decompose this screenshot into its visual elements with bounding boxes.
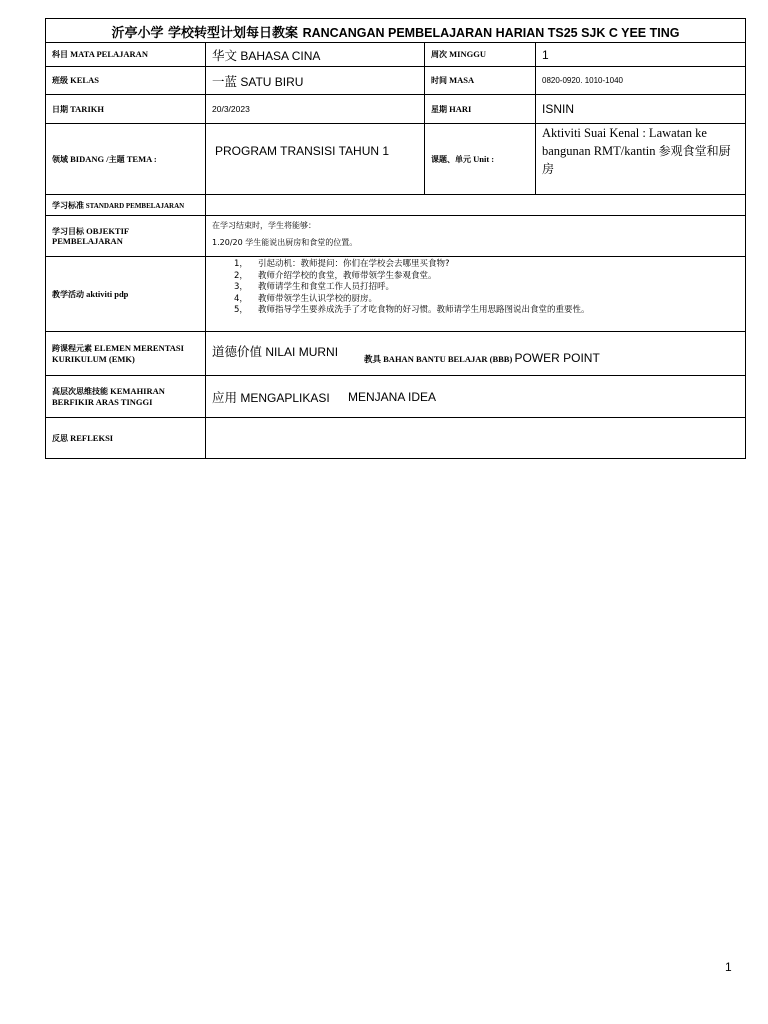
- objective-line-2: 1.20/20 学生能说出厨房和食堂的位置。: [212, 238, 358, 248]
- row-subject: [46, 43, 745, 67]
- row-reflection: [46, 418, 745, 458]
- activity-item: 5， 教师指导学生要养成洗手了才吃食物的好习惯。教师请学生用思路图说出食堂的重要性。: [234, 305, 590, 315]
- week-value: 1: [542, 47, 549, 62]
- day-value: ISNIN: [542, 102, 575, 116]
- row-date: [46, 95, 745, 124]
- objective-value: [206, 216, 745, 256]
- row-class: [46, 67, 745, 95]
- activity-item: 2， 教师介绍学校的食堂，教师带领学生参观食堂。: [234, 270, 437, 281]
- emk-value: 道德价值 NILAI MURNI 教具 BAHAN BANTU BELAJAR (BBB) POWER POINT: [212, 344, 600, 365]
- theme-label: 领域 BIDANG /主题 TEMA :: [46, 124, 206, 194]
- standard-label: 学习标准 STANDARD PEMBELAJARAN: [46, 195, 206, 215]
- lesson-plan-table: [45, 18, 746, 459]
- day-label: 星期 HARI: [425, 95, 536, 123]
- week-label: 周次 MINGGU: [425, 43, 536, 66]
- time-value: 0820-0920. 1010-1040: [542, 76, 623, 85]
- unit-label: 课题、单元 Unit :: [425, 124, 536, 194]
- theme-value: PROGRAM TRANSISI TAHUN 1: [206, 124, 425, 194]
- title-chinese: 沂亭小学 学校转型计划每日教案: [111, 26, 303, 41]
- activity-label: 教学活动 aktiviti pdp: [46, 257, 206, 331]
- document-title: [46, 19, 745, 43]
- page-number: 1: [725, 960, 732, 974]
- title-malay: RANCANGAN PEMBELAJARAN HARIAN TS25 SJK C YEE TING: [302, 26, 680, 40]
- row-standard: [46, 195, 745, 216]
- activity-item: 4， 教师带领学生认识学校的厨房。: [234, 293, 378, 304]
- row-emk: [46, 332, 745, 376]
- row-activity: [46, 257, 745, 332]
- activity-list: [206, 257, 745, 331]
- unit-value: Aktiviti Suai Kenal : Lawatan ke bangunan RMT/kantin 参观食堂和厨房: [542, 126, 731, 176]
- standard-value: [206, 195, 745, 215]
- class-label: 班级 KELAS: [46, 67, 206, 94]
- subject-value: 华文 BAHASA CINA: [206, 43, 425, 66]
- kbat-label: 高层次思维技能 KEMAHIRAN BERFIKIR ARAS TINGGI: [46, 376, 206, 417]
- activity-item: 1， 引起动机：教师提问：你们在学校会去哪里买食物?: [234, 259, 450, 269]
- kbat-value: 应用 MENGAPLIKASI MENJANA IDEA: [212, 389, 437, 405]
- date-value: 20/3/2023: [206, 95, 425, 123]
- activity-item: 3， 教师请学生和食堂工作人员打招呼。: [234, 282, 395, 292]
- date-label: 日期 TARIKH: [46, 95, 206, 123]
- subject-label: 科目 MATA PELAJARAN: [46, 43, 206, 66]
- reflection-value: [206, 418, 745, 458]
- row-kbat: [46, 376, 745, 418]
- class-value: 一蓝 SATU BIRU: [206, 67, 425, 94]
- reflection-label: 反思 REFLEKSI: [46, 418, 206, 458]
- row-theme: [46, 124, 745, 195]
- time-label: 时间 MASA: [425, 67, 536, 94]
- objective-label: 学习目标 OBJEKTIF PEMBELAJARAN: [46, 216, 206, 256]
- row-objective: [46, 216, 745, 257]
- objective-line-1: 在学习结束时，学生将能够：: [212, 221, 316, 230]
- bbb-field: 教具 BAHAN BANTU BELAJAR (BBB) POWER POINT: [364, 351, 600, 365]
- emk-label: 跨课程元素 ELEMEN MERENTASI KURIKULUM (EMK): [46, 332, 206, 375]
